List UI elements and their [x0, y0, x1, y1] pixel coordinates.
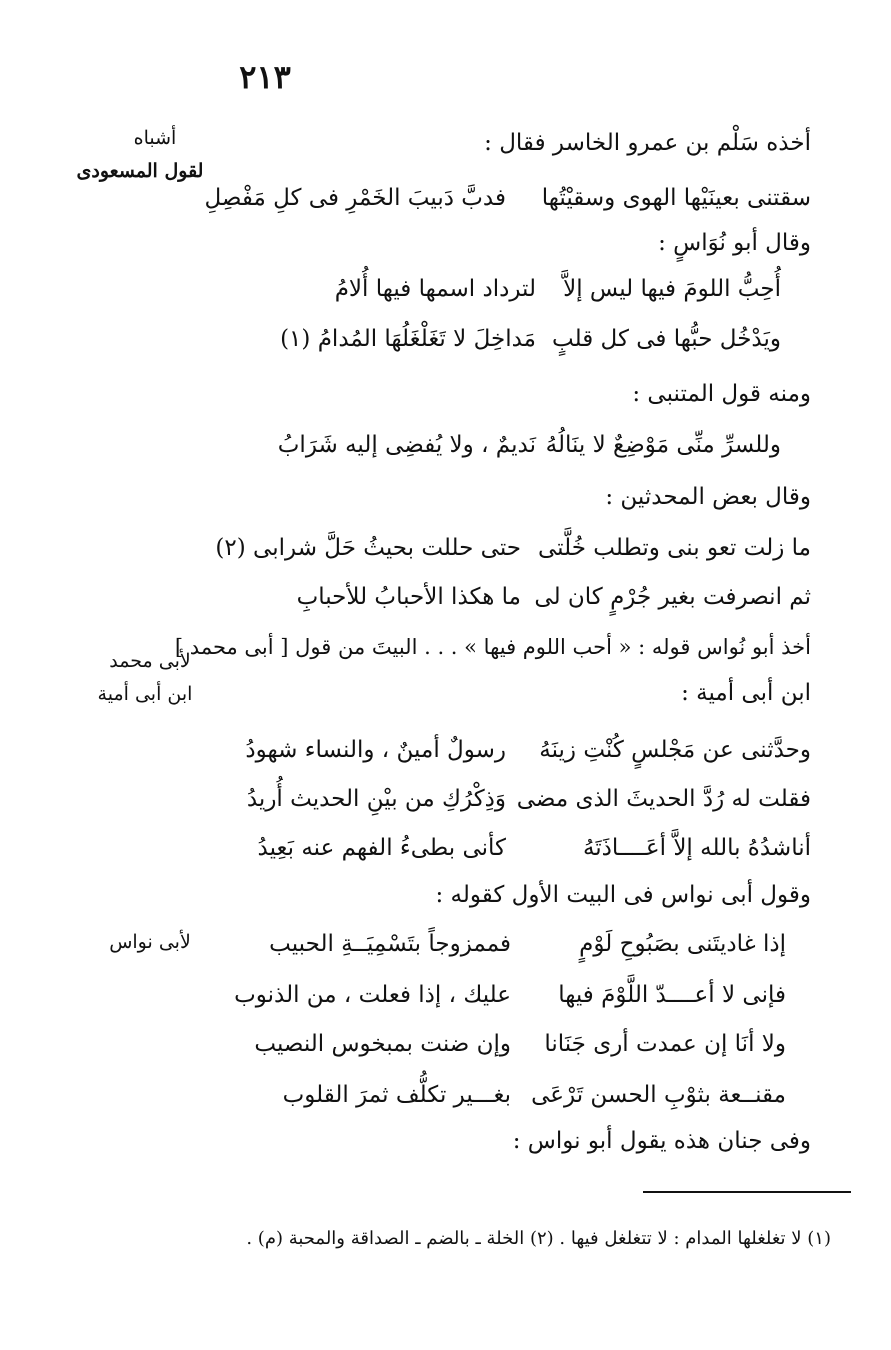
prose-line: أخذ أبو نُواس قوله : « أحب اللوم فيها » . . . البيتَ من قول [ أبى محمد ]	[174, 635, 811, 659]
verse-second-hemistich: مَداخِلَ لا تَغَلْغَلُهَا المُدامُ (١)	[280, 326, 536, 352]
verse-first-hemistich: فقلت له رُدَّ الحديثَ الذى مضى	[516, 786, 811, 812]
verse-second-hemistich: ما هكذا الأحبابُ للأحبابِ	[296, 584, 521, 610]
margin-note: لقول المسعودى	[76, 160, 204, 182]
verse-first-hemistich: وحدَّثنى عن مَجْلسٍ كُنْتِ زينَهُ	[539, 737, 811, 763]
verse-second-hemistich: فممزوجاً بتَسْمِيَــةِ الحبيب	[269, 931, 511, 957]
verse-first-hemistich: مقنــعة بثوْبِ الحسن تَرْعَى	[531, 1082, 786, 1108]
page-number: ٢١٣	[239, 58, 291, 96]
verse-second-hemistich: نَديمٌ ، ولا يُفضِى إليه شَرَابُ	[277, 432, 536, 458]
verse-second-hemistich: بغـــير تكلُّف ثمرَ القلوب	[282, 1082, 511, 1108]
verse-first-hemistich: ويَدْخُل حبُّها فى كل قلبٍ	[552, 326, 781, 352]
verse-second-hemistich: عليك ، إذا فعلت ، من الذنوب	[234, 982, 511, 1008]
verse-second-hemistich: وَذِكْرُكِ من بيْنِ الحديث أُريدُ	[246, 786, 506, 812]
verse-first-hemistich: فإنى لا أعــــدّ اللَّوْمَ فيها	[558, 982, 786, 1008]
prose-line: وفى جنان هذه يقول أبو نواس :	[512, 1128, 811, 1154]
margin-note: ابن أبى أمية	[97, 683, 193, 705]
verse-first-hemistich: ما زلت تعو بنى وتطلب خُلَّتى	[538, 535, 811, 561]
verse-second-hemistich: فدبَّ دَبيبَ الخَمْرِ فى كلِ مَفْصِلِ	[204, 185, 506, 211]
verse-second-hemistich: وإن ضنت بمبخوس النصيب	[254, 1031, 511, 1057]
verse-first-hemistich: ولا أنَا إن عمدت أرى جَنَانا	[544, 1031, 786, 1057]
verse-first-hemistich: أُحِبُّ اللومَ فيها ليس إلاَّ	[563, 276, 781, 302]
verse-second-hemistich: رسولٌ أمينٌ ، والنساء شهودُ	[245, 737, 506, 763]
verse-first-hemistich: إذا غاديتَنى بصَبُوحِ لَوْمٍ	[579, 931, 786, 957]
prose-line: وقول أبى نواس فى البيت الأول كقوله :	[435, 882, 811, 908]
verse-first-hemistich: أناشدُهُ بالله إلاَّ أعَــــاذَتَهُ	[582, 835, 811, 861]
prose-line: وقال بعض المحدثين :	[605, 484, 811, 510]
prose-line: وقال أبو نُوَاسٍ :	[658, 230, 811, 256]
margin-note: أشباه	[133, 127, 177, 149]
prose-line: ابن أبى أمية :	[681, 680, 811, 706]
verse-second-hemistich: لترداد اسمها فيها أُلامُ	[334, 276, 536, 302]
verse-first-hemistich: وللسرِّ منِّى مَوْضِعٌ لا ينَالُهُ	[545, 432, 781, 458]
prose-line: أخذه سَلْم بن عمرو الخاسر فقال :	[484, 130, 811, 156]
footnote-rule	[643, 1191, 851, 1193]
prose-line: ومنه قول المتنبى :	[632, 381, 811, 407]
verse-second-hemistich: حتى حللت بحيثُ حَلَّ شرابى (٢)	[215, 535, 521, 561]
margin-note: لأبى نواس	[109, 931, 191, 953]
verse-first-hemistich: سقتنى بعينَيْها الهوى وسقيْتُها	[541, 185, 811, 211]
verse-second-hemistich: كأنى بطىءُ الفهم عنه بَعِيدُ	[257, 835, 506, 861]
verse-first-hemistich: ثم انصرفت بغير جُرْمٍ كان لى	[534, 584, 811, 610]
margin-note: لأبى محمد	[109, 650, 191, 672]
footnote: (١) لا تغلغلها المدام : لا تتغلغل فيها . (٢) الخلة ـ بالضم ـ الصداقة والمحبة (م) .	[246, 1228, 831, 1249]
